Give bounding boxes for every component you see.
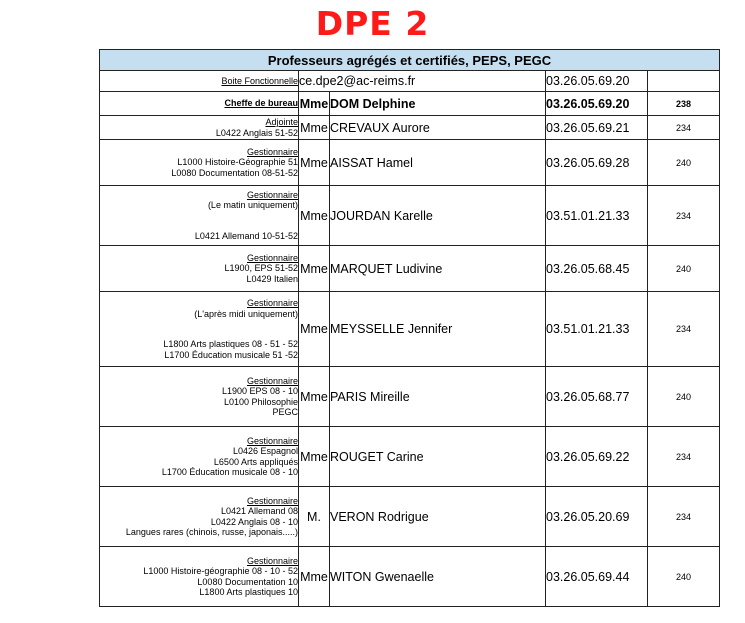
table-row xyxy=(100,246,720,292)
phone-number: 03.26.05.68.45 xyxy=(546,246,648,292)
role-cell xyxy=(100,292,299,367)
email-address[interactable]: ce.dpe2@ac-reims.fr xyxy=(299,71,546,92)
phone-number: 03.26.05.69.22 xyxy=(546,427,648,487)
table-row xyxy=(100,92,720,116)
table-row xyxy=(100,367,720,427)
person-name: CREVAUX Aurore xyxy=(330,116,546,140)
table-row xyxy=(100,292,720,367)
room-number: 234 xyxy=(648,292,720,367)
role-detail-line: L1800 Arts plastiques 10 xyxy=(199,587,298,597)
phone-number: 03.26.05.69.44 xyxy=(546,547,648,607)
role-detail-line: L0080 Documentation 10 xyxy=(197,576,298,587)
table-header: Professeurs agrégés et certifiés, PEPS, PEGC xyxy=(100,50,720,71)
role-cell xyxy=(100,140,299,186)
role-spacer xyxy=(100,221,298,231)
room-number: 240 xyxy=(648,140,720,186)
civility: M. xyxy=(299,487,330,547)
role-detail-line: L1700 Éducation musicale 51 -52 xyxy=(164,349,298,360)
role-cell xyxy=(100,116,299,140)
role-cell xyxy=(100,427,299,487)
role-title: Gestionnaire xyxy=(246,146,298,157)
document-title: DPE 2 xyxy=(315,4,430,43)
phone-number: 03.26.05.68.77 xyxy=(546,367,648,427)
role-title: Gestionnaire xyxy=(246,555,298,566)
civility: Mme xyxy=(299,547,330,607)
table-row xyxy=(100,427,720,487)
role-cell xyxy=(100,487,299,547)
role-detail-line: L0080 Documentation 08-51-52 xyxy=(171,167,298,178)
role-title: Gestionnaire xyxy=(246,189,298,200)
civility: Mme xyxy=(299,367,330,427)
role-title: Gestionnaire xyxy=(246,495,298,506)
role-detail-line: L6500 Arts appliqués xyxy=(213,456,298,467)
table-row xyxy=(100,186,720,246)
role-detail-line: L0422 Anglais 08 - 10 xyxy=(210,516,298,527)
role-cell xyxy=(100,92,299,116)
room-number: 234 xyxy=(648,427,720,487)
room-number xyxy=(648,71,720,92)
role-detail-line: L0421 Allemand 08 xyxy=(220,506,298,516)
room-number: 234 xyxy=(648,116,720,140)
phone-number: 03.51.01.21.33 xyxy=(546,186,648,246)
role-detail-line: L1900 EPS 08 - 10 xyxy=(221,386,298,396)
room-number: 234 xyxy=(648,487,720,547)
civility: Mme xyxy=(299,186,330,246)
role-detail-line: L1900, EPS 51-52 xyxy=(224,263,298,274)
role-cell xyxy=(100,547,299,607)
civility: Mme xyxy=(299,140,330,186)
role-detail-line: (L'après midi uniquement) xyxy=(194,308,298,319)
person-name: WITON Gwenaelle xyxy=(330,547,546,607)
person-name: MARQUET Ludivine xyxy=(330,246,546,292)
civility: Mme xyxy=(299,92,330,116)
role-detail-line: L0422 Anglais 51-52 xyxy=(215,127,298,138)
table-row xyxy=(100,140,720,186)
role-detail-line: L0421 Allemand 10-51-52 xyxy=(194,230,298,241)
role-title: Gestionnaire xyxy=(246,375,298,386)
boite-fonctionnelle-row xyxy=(100,71,720,92)
person-name: JOURDAN Karelle xyxy=(330,186,546,246)
role-title: Cheffe de bureau xyxy=(224,98,298,109)
room-number: 238 xyxy=(648,92,720,116)
person-name: VERON Rodrigue xyxy=(330,487,546,547)
role-detail-line: L0426 Espagnol xyxy=(232,446,298,456)
role-detail-line: L0429 Italien xyxy=(246,273,298,284)
person-name: MEYSSELLE Jennifer xyxy=(330,292,546,367)
civility: Mme xyxy=(299,292,330,367)
role-detail-line: L1800 Arts plastiques 08 - 51 - 52 xyxy=(163,339,298,349)
table-row xyxy=(100,547,720,607)
role-title: Gestionnaire xyxy=(246,252,298,263)
role-spacer xyxy=(100,319,298,329)
staff-directory-table xyxy=(99,49,720,607)
room-number: 240 xyxy=(648,547,720,607)
room-number: 240 xyxy=(648,367,720,427)
role-detail-line: L0100 Philosophie xyxy=(223,396,298,407)
phone-number: 03.26.05.69.28 xyxy=(546,140,648,186)
civility: Mme xyxy=(299,427,330,487)
role-title: Boite Fonctionnelle xyxy=(221,75,298,86)
role-spacer xyxy=(100,211,298,221)
phone-number: 03.26.05.20.69 xyxy=(546,487,648,547)
room-number: 234 xyxy=(648,186,720,246)
phone-number: 03.51.01.21.33 xyxy=(546,292,648,367)
role-cell xyxy=(100,246,299,292)
role-cell xyxy=(100,71,299,92)
role-detail-line: L1000 Histoire-géographie 08 - 10 - 52 xyxy=(143,566,298,576)
role-title: Adjointe xyxy=(265,117,298,127)
civility: Mme xyxy=(299,116,330,140)
phone-number: 03.26.05.69.20 xyxy=(546,92,648,116)
role-cell xyxy=(100,367,299,427)
person-name: DOM Delphine xyxy=(330,92,546,116)
role-detail-line: L1000 Histoire-Géographie 51 xyxy=(177,157,298,168)
role-spacer xyxy=(100,329,298,339)
table-header-row xyxy=(100,50,720,71)
role-title: Gestionnaire xyxy=(246,435,298,446)
table-row xyxy=(100,116,720,140)
phone-number: 03.26.05.69.20 xyxy=(546,71,648,92)
role-title: Gestionnaire xyxy=(246,298,298,308)
person-name: ROUGET Carine xyxy=(330,427,546,487)
phone-number: 03.26.05.69.21 xyxy=(546,116,648,140)
role-detail-line: (Le matin uniquement) xyxy=(207,200,298,211)
civility: Mme xyxy=(299,246,330,292)
role-detail-line: PEGC xyxy=(272,407,298,417)
room-number: 240 xyxy=(648,246,720,292)
person-name: AISSAT Hamel xyxy=(330,140,546,186)
role-detail-line: Langues rares (chinois, russe, japonais.....) xyxy=(125,527,298,537)
person-name: PARIS Mireille xyxy=(330,367,546,427)
role-detail-line: L1700 Éducation musicale 08 - 10 xyxy=(161,467,298,477)
role-cell xyxy=(100,186,299,246)
table-row xyxy=(100,487,720,547)
